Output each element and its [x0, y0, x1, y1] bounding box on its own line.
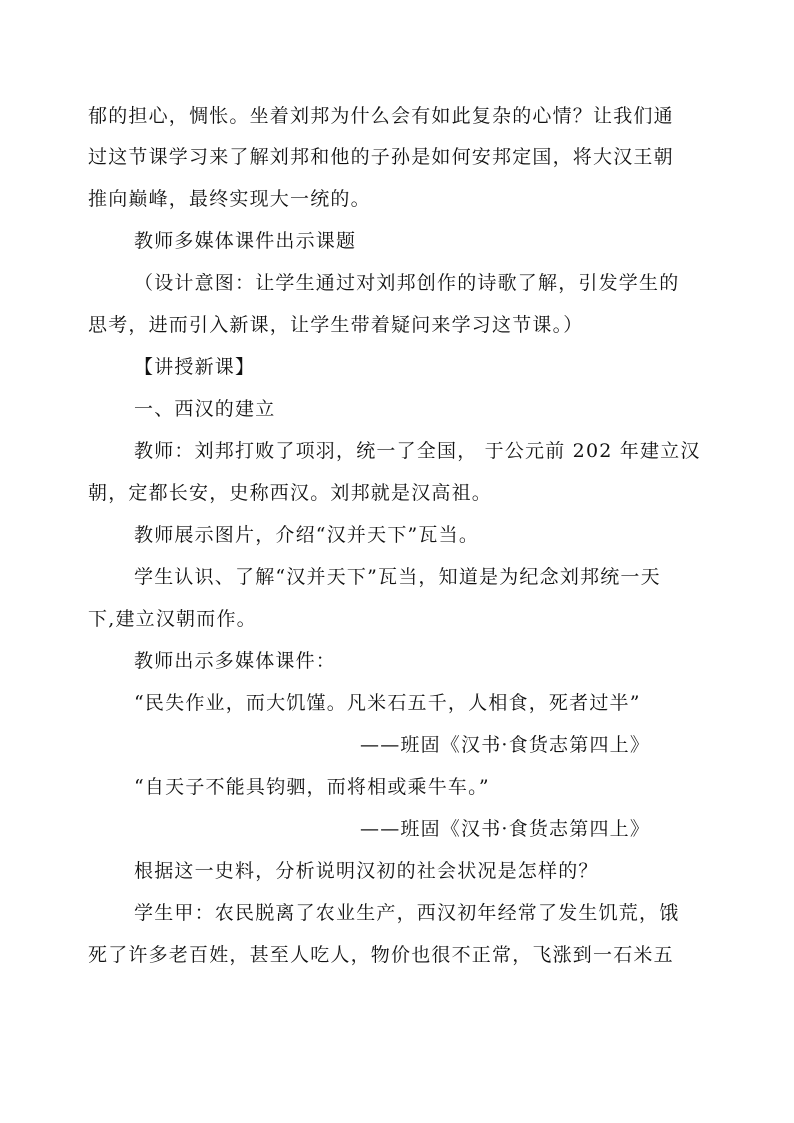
design-intent-line-1: （设计意图：让学生通过对刘邦创作的诗歌了解，引发学生的	[134, 272, 680, 294]
design-intent-line-2: 思考，进而引入新课，让学生带着疑问来学习这节课。）	[88, 314, 584, 336]
text-line-12: 学生认识、了解“汉并天下”瓦当，知道是为纪念刘邦统一天	[134, 566, 661, 588]
student-answer-line-2: 死了许多老百姓，甚至人吃人，物价也很不正常，飞涨到一石米五	[88, 944, 674, 966]
student-answer-line-1: 学生甲：农民脱离了农业生产，西汉初年经常了发生饥荒，饿	[134, 902, 680, 924]
quote-1: “民失作业，而大饥馑。凡米石五千，人相食，死者过半”	[134, 692, 641, 714]
text-line-3: 推向巅峰，最终实现大一统的。	[88, 188, 371, 210]
text-line-2: 过这节课学习来了解刘邦和他的子孙是如何安邦定国，将大汉王朝	[88, 146, 674, 168]
subheading-western-han: 一、西汉的建立	[134, 398, 276, 420]
quote-1-source: ——班固《汉书·食货志第四上》	[360, 734, 651, 756]
section-heading-new-lesson: 【讲授新课】	[134, 356, 256, 378]
text-line-1: 郁的担心，惆怅。坐着刘邦为什么会有如此复杂的心情？让我们通	[88, 105, 674, 127]
question-line: 根据这一史料，分析说明汉初的社会状况是怎样的？	[134, 860, 599, 882]
quote-2-source: ——班固《汉书·食货志第四上》	[360, 818, 651, 840]
text-line-10: 朝，定都长安，史称西汉。刘邦就是汉高祖。	[88, 482, 493, 504]
text-line-11: 教师展示图片，介绍“汉并天下”瓦当。	[134, 524, 480, 546]
quote-2: “自天子不能具钧驷，而将相或乘牛车。”	[134, 776, 490, 798]
text-line-13: 下,建立汉朝而作。	[88, 608, 257, 630]
text-line-14: 教师出示多媒体课件：	[134, 650, 337, 672]
text-line-9: 教师：刘邦打败了项羽，统一了全国， 于公元前 202 年建立汉	[134, 440, 701, 462]
text-line-4: 教师多媒体课件出示课题	[134, 230, 357, 252]
